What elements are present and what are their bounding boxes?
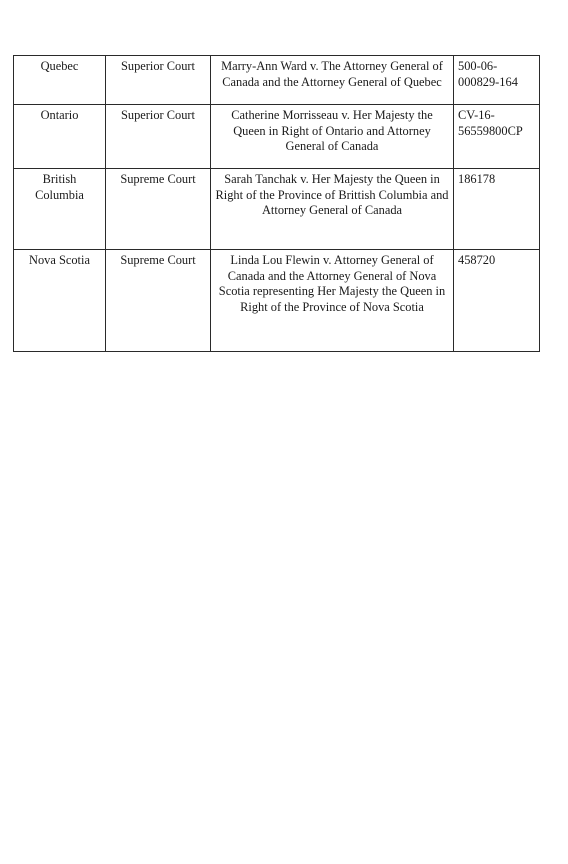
court-file-number-cell: 458720 bbox=[454, 250, 540, 352]
province-cell: Ontario bbox=[14, 105, 106, 169]
province-cell: Nova Scotia bbox=[14, 250, 106, 352]
table-row bbox=[14, 169, 540, 250]
case-name-cell: Linda Lou Flewin v. Attorney General of Canada and the Attorney General of Nova Scotia representing Her Majesty the Queen in Right of the Province of Nova Scotia bbox=[211, 250, 454, 352]
case-name-cell: Catherine Morrisseau v. Her Majesty the Queen in Right of Ontario and Attorney General of Canada bbox=[211, 105, 454, 169]
court-cell: Superior Court bbox=[106, 105, 211, 169]
table-row bbox=[14, 56, 540, 105]
province-cell: British Columbia bbox=[14, 169, 106, 250]
court-file-number-cell: 500-06- 000829-164 bbox=[454, 56, 540, 105]
court-file-number-cell: CV-16- 56559800CP bbox=[454, 105, 540, 169]
court-cell: Superior Court bbox=[106, 56, 211, 105]
table-row bbox=[14, 250, 540, 352]
court-cell: Supreme Court bbox=[106, 169, 211, 250]
province-cell: Quebec bbox=[14, 56, 106, 105]
table-row bbox=[14, 105, 540, 169]
court-file-number-cell: 186178 bbox=[454, 169, 540, 250]
case-name-cell: Sarah Tanchak v. Her Majesty the Queen in Right of the Province of Brittish Columbia and Attorney General of Canada bbox=[211, 169, 454, 250]
court-cell: Supreme Court bbox=[106, 250, 211, 352]
case-name-cell: Marry-Ann Ward v. The Attorney General of Canada and the Attorney General of Quebec bbox=[211, 56, 454, 105]
class-action-table bbox=[13, 55, 540, 352]
